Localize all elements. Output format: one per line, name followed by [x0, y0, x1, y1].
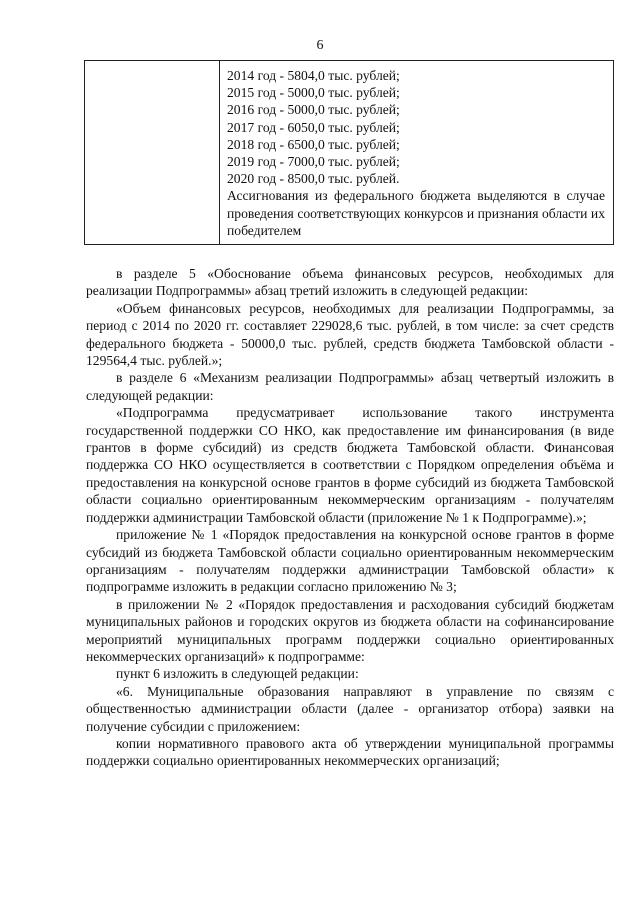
paragraph-appendix2: в приложении № 2 «Порядок предоставления и расходования субсидий бюджетам муниципальных районов и городских округов из бюджета области на софинансирование мероприятий муниципальных программ поддержки социально ориентированных некоммерческих организаций» к подпрограмме:: [86, 596, 614, 664]
year-line-2016: 2016 год - 5000,0 тыс. рублей;: [227, 102, 400, 118]
year-line-2015: 2015 год - 5000,0 тыс. рублей;: [227, 85, 400, 101]
document-body: [86, 265, 614, 770]
year-line-2019: 2019 год - 7000,0 тыс. рублей;: [227, 154, 400, 170]
paragraph-copies: копии нормативного правового акта об утверждении муниципальной программы поддержки социально ориентированных некоммерческих организаций;: [86, 735, 614, 769]
paragraph-point6: пункт 6 изложить в следующей редакции:: [116, 666, 359, 682]
paragraph-mechanism: «Подпрограмма предусматривает использование такого инструмента государственной поддержки СО НКО, как предоставление им финансирования (в виде грантов в форме субсидий) из средств бюджета Тамбовской области. Финансовая поддержка СО НКО осуществляется в соответствии с Порядком определения объёма и предоставления на конкурсной основе грантов в форме субсидий из бюджета Тамбовской области социально ориентированным некоммерческим организациям - получателям поддержки администрации Тамбовской области (приложение № 1 к Подпрограмме).»;: [86, 405, 614, 525]
paragraph-section6: в разделе 6 «Механизм реализации Подпрограммы» абзац четвертый изложить в следующей редакции:: [86, 370, 614, 403]
year-line-2018: 2018 год - 6500,0 тыс. рублей;: [227, 136, 400, 152]
paragraph-section5: в разделе 5 «Обоснование объема финансовых ресурсов, необходимых для реализации Подпрограммы» абзац третий изложить в следующей редакции:: [86, 266, 614, 299]
federal-note: Ассигнования из федерального бюджета выделяются в случае проведения соответствующих конкурсов и признания области их победителем: [227, 188, 605, 238]
paragraph-appendix1: приложение № 1 «Порядок предоставления на конкурсной основе грантов в форме субсидий из бюджета Тамбовской области социально ориентированным некоммерческим организациям - получателям поддержки администрации Тамбовской области» к подпрограмме изложить в редакции согласно приложению № 3;: [86, 527, 614, 595]
paragraph-municipal: «6. Муниципальные образования направляют в управление по связям с общественностью администрации области (далее - организатор отбора) заявки на получение субсидии с приложением:: [86, 683, 614, 734]
year-line-2014: 2014 год - 5804,0 тыс. рублей;: [227, 68, 400, 83]
funding-table: [84, 60, 614, 245]
page-number: 6: [316, 38, 324, 53]
table-column-divider: [219, 61, 220, 244]
funding-cell: [227, 67, 605, 239]
paragraph-volume: «Объем финансовых ресурсов, необходимых для реализации Подпрограммы, за период с 2014 по 2020 гг. составляет 229028,6 тыс. рублей, в том числе: за счет средств федерального бюджета - 50000,0 тыс. рублей, средств бюджета Тамбовской области - 129564,4 тыс. рублей.»;: [86, 300, 614, 369]
year-line-2017: 2017 год - 6050,0 тыс. рублей;: [227, 119, 400, 135]
year-line-2020: 2020 год - 8500,0 тыс. рублей.: [227, 171, 400, 187]
